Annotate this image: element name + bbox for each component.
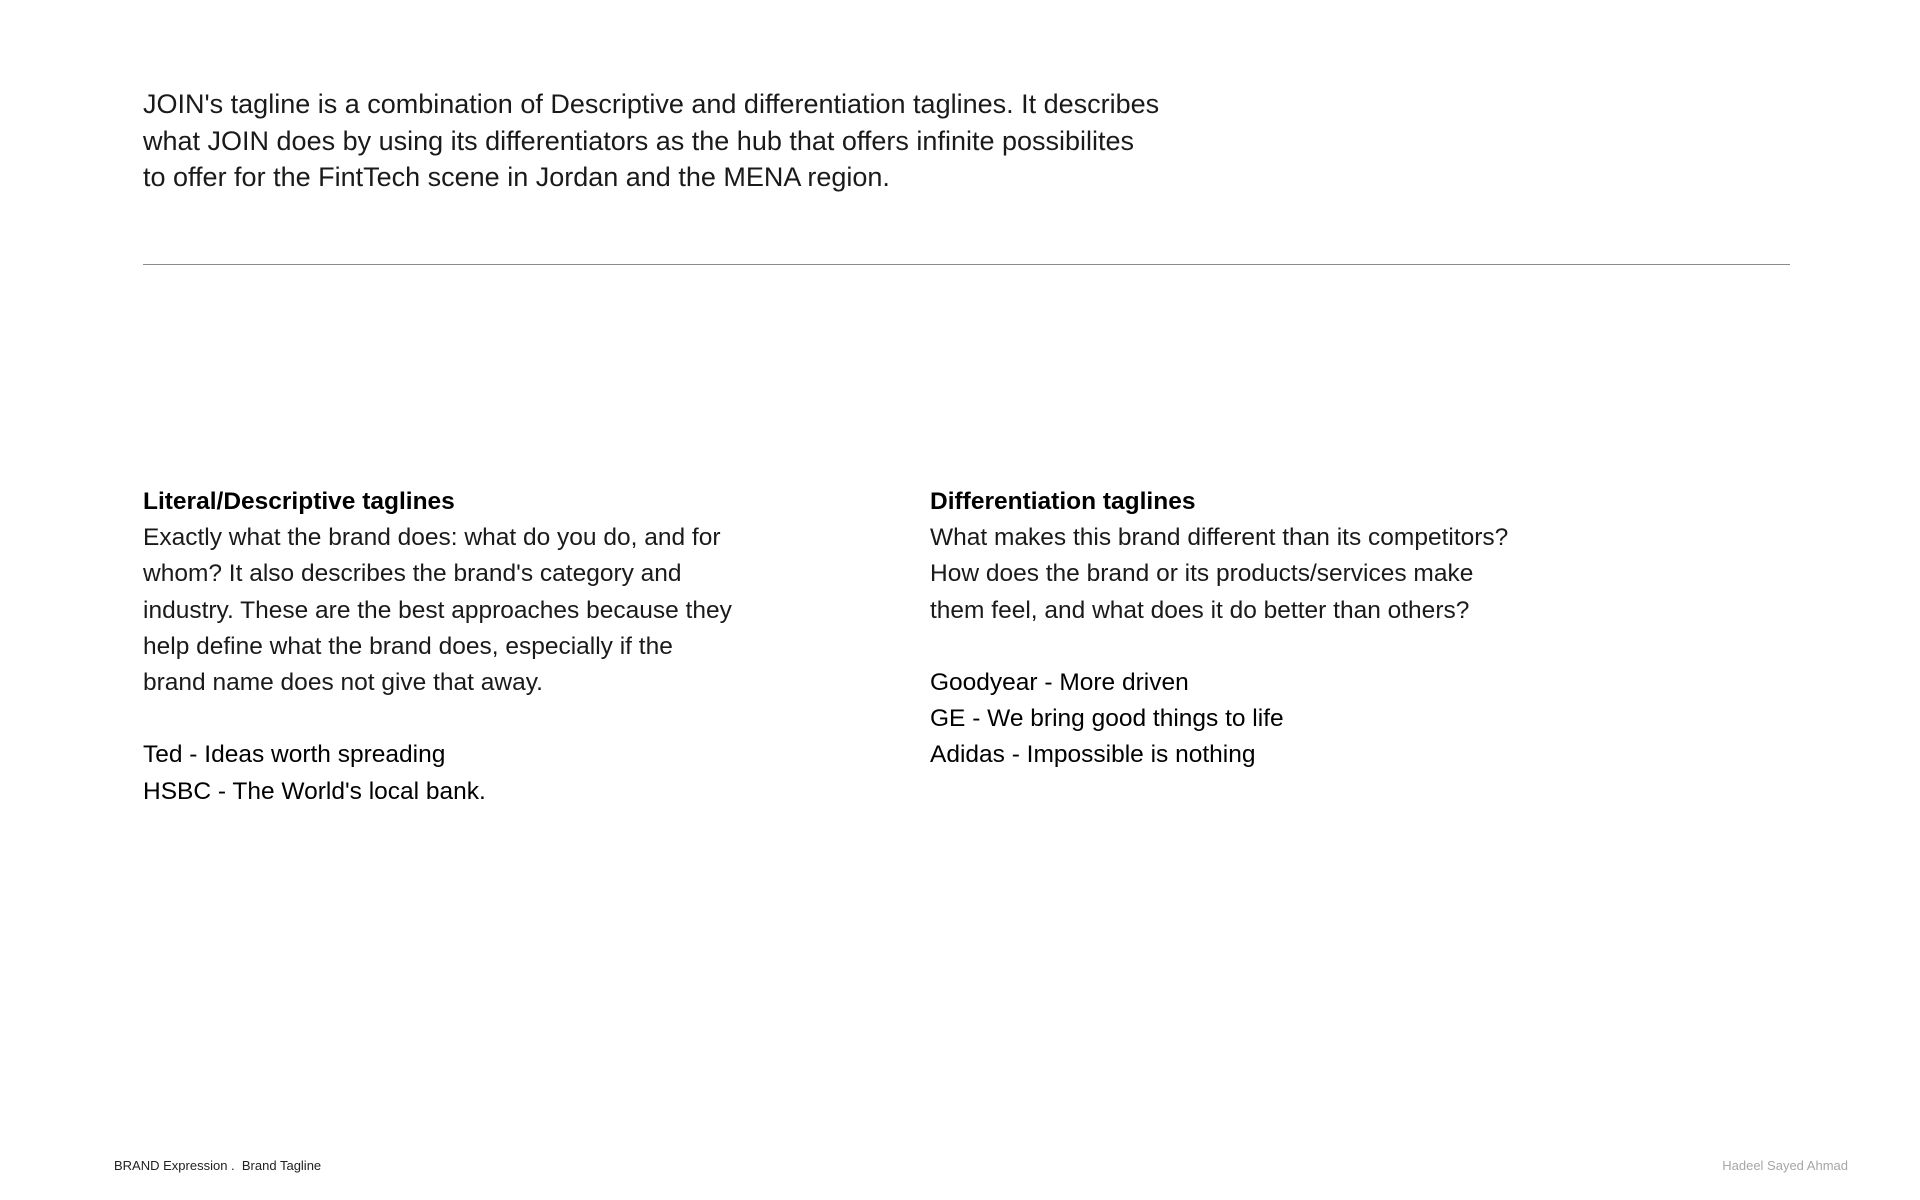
intro-paragraph	[143, 86, 1163, 196]
descriptive-examples-list	[143, 737, 743, 809]
descriptive-taglines-heading: Literal/Descriptive taglines	[143, 488, 455, 515]
description-line: industry. These are the best approaches because they	[143, 596, 732, 624]
footer-breadcrumb	[114, 1158, 321, 1173]
differentiation-taglines-section	[930, 484, 1530, 774]
tagline-example: Goodyear - More driven	[930, 669, 1189, 696]
differentiation-taglines-description	[930, 520, 1530, 629]
tagline-example: GE - We bring good things to life	[930, 705, 1284, 733]
description-line: brand name does not give that away.	[143, 669, 543, 697]
tagline-example: HSBC - The World's local bank.	[143, 777, 486, 805]
intro-line: JOIN's tagline is a combination of Descriptive and differentiation taglines. It describes	[143, 89, 1160, 119]
footer-separator: .	[227, 1158, 242, 1173]
description-line: whom? It also describes the brand's category and	[143, 560, 682, 588]
footer-section: BRAND Expression	[114, 1158, 228, 1173]
tagline-example: Adidas - Impossible is nothing	[930, 741, 1256, 769]
description-line: How does the brand or its products/services make	[930, 560, 1474, 588]
descriptive-taglines-section	[143, 484, 743, 810]
differentiation-examples-list	[930, 665, 1530, 774]
descriptive-taglines-description	[143, 520, 743, 701]
horizontal-divider	[143, 264, 1790, 265]
intro-line: to offer for the FintTech scene in Jordan and the MENA region.	[143, 162, 890, 192]
description-line: Exactly what the brand does: what do you do, and for	[143, 524, 721, 552]
intro-line: what JOIN does by using its differentiators as the hub that offers infinite possibilites	[143, 125, 1135, 156]
description-line: What makes this brand different than its competitors?	[930, 524, 1509, 552]
footer-page-title: Brand Tagline	[241, 1158, 322, 1173]
description-line: help define what the brand does, especially if the	[143, 632, 673, 660]
tagline-example: Ted - Ideas worth spreading	[143, 741, 446, 769]
footer-author: Hadeel Sayed Ahmad	[1722, 1158, 1848, 1173]
description-line: them feel, and what does it do better than others?	[930, 596, 1470, 624]
differentiation-taglines-heading: Differentiation taglines	[930, 488, 1196, 515]
